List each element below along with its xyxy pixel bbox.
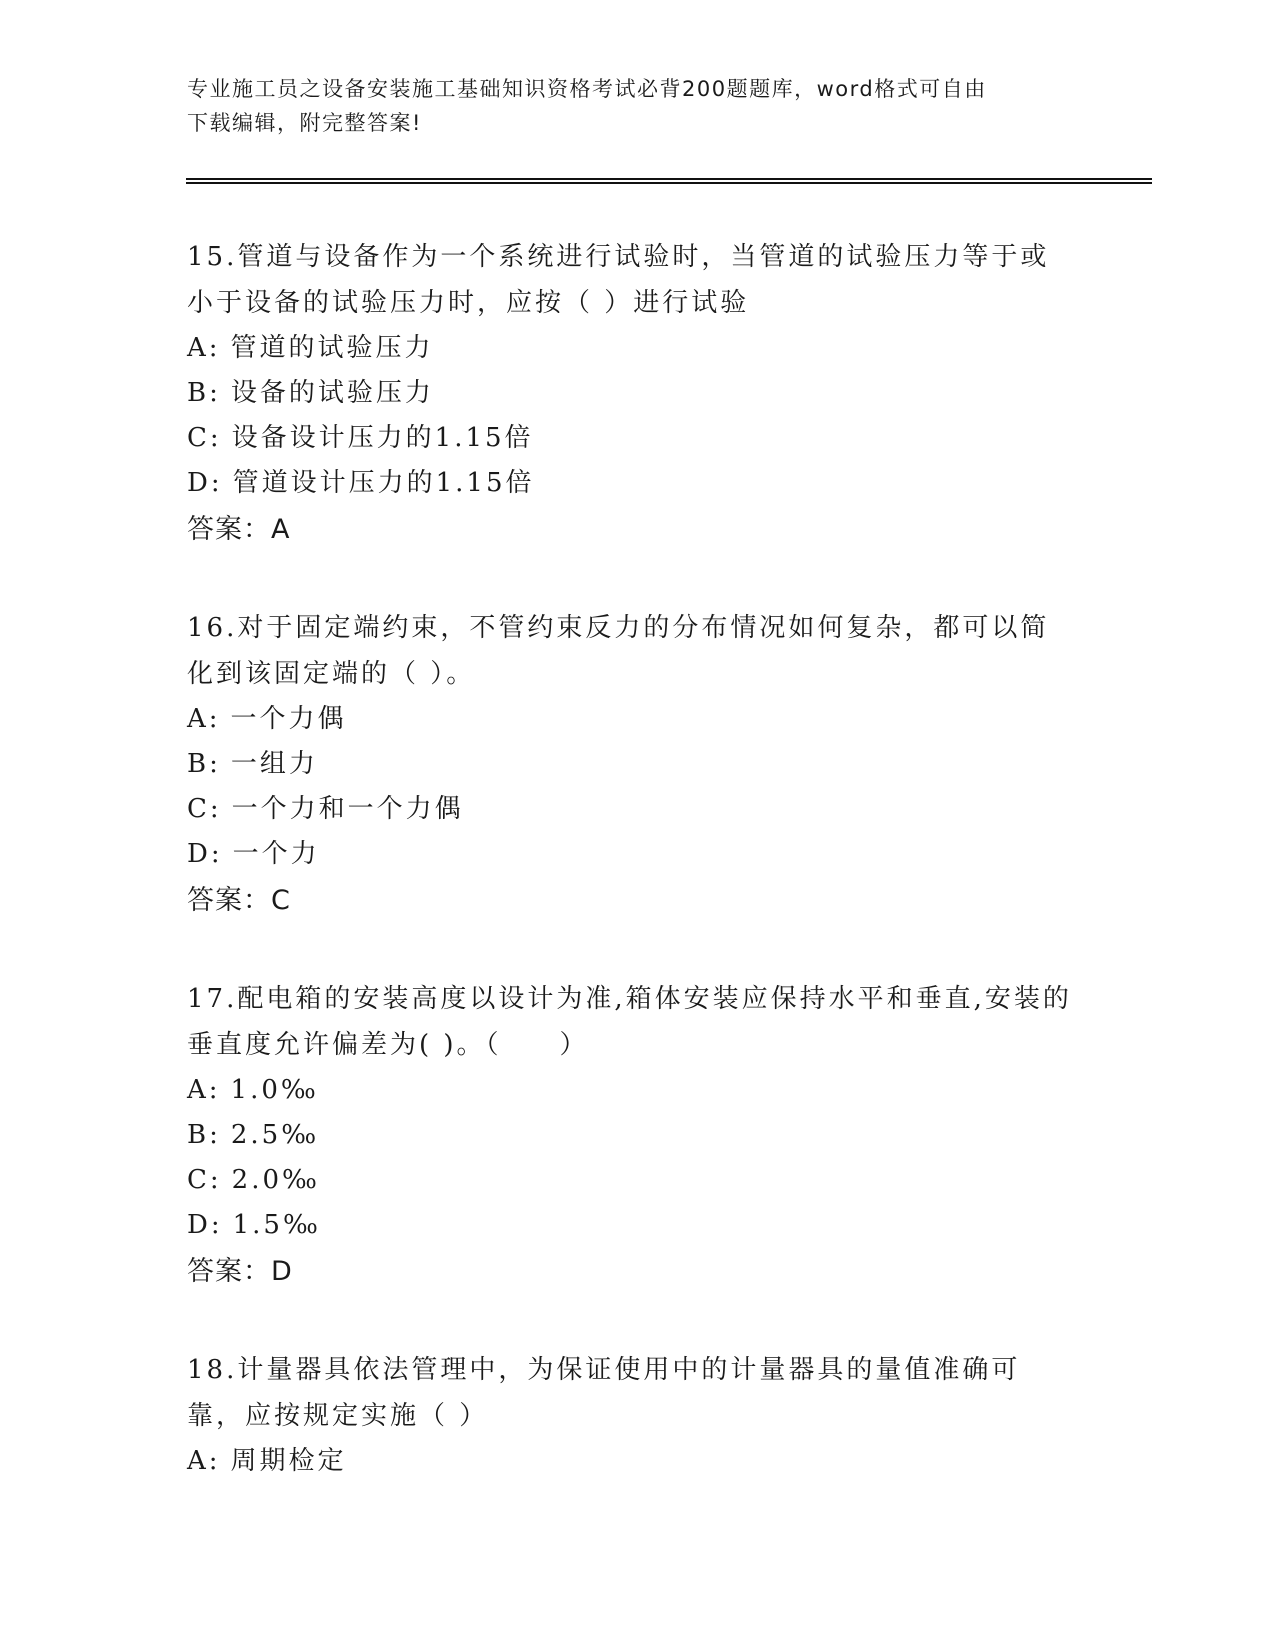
option-label: D:: [187, 468, 223, 498]
header-rule-top: [186, 178, 1152, 180]
option-text: 设备设计压力的1.15倍: [231, 423, 534, 453]
option-label: A:: [187, 1075, 221, 1105]
option-text: 周期检定: [230, 1446, 347, 1476]
option-label: A:: [187, 1446, 221, 1476]
option-list: [187, 1439, 1087, 1484]
option-list: [187, 1068, 1087, 1248]
header-line-1: 专业施工员之设备安装施工基础知识资格考试必背200题题库，word格式可自由: [187, 77, 987, 101]
option-text: 一组力: [230, 749, 318, 779]
question-stem: 15.管道与设备作为一个系统进行试验时，当管道的试验压力等于或小于设备的试验压力时，应按（ ）进行试验: [187, 242, 1050, 318]
option-label: A:: [187, 704, 221, 734]
option-list: [187, 326, 1087, 506]
option-b: [187, 371, 1087, 416]
option-a: [187, 326, 1087, 371]
option-d: [187, 461, 1087, 506]
question-18: [187, 1347, 1087, 1484]
answer-line: 答案：D: [187, 1256, 293, 1287]
option-c: [187, 416, 1087, 461]
option-c: [187, 787, 1087, 832]
option-a: [187, 1439, 1087, 1484]
question-stem: 16.对于固定端约束，不管约束反力的分布情况如何复杂，都可以简化到该固定端的（ ）。: [187, 613, 1050, 689]
option-label: D:: [187, 839, 223, 869]
question-stem: 17.配电箱的安装高度以设计为准,箱体安装应保持水平和垂直,安装的垂直度允许偏差为( )。（ ）: [187, 984, 1072, 1060]
answer-line: 答案：A: [187, 514, 291, 545]
option-label: C:: [187, 1165, 222, 1195]
option-label: B:: [187, 749, 221, 779]
option-a: [187, 697, 1087, 742]
option-text: 一个力偶: [230, 704, 347, 734]
question-list: [187, 234, 1087, 1536]
answer-line: 答案：C: [187, 885, 291, 916]
option-label: D:: [187, 1210, 223, 1240]
option-a: [187, 1068, 1087, 1113]
document-header: [187, 72, 1067, 140]
option-text: 一个力: [232, 839, 320, 869]
option-d: [187, 832, 1087, 877]
option-text: 设备的试验压力: [230, 378, 434, 408]
option-label: B:: [187, 1120, 221, 1150]
option-text: 管道的试验压力: [230, 333, 434, 363]
option-text: 2.5‰: [230, 1120, 320, 1150]
option-text: 1.0‰: [230, 1075, 319, 1105]
question-17: [187, 976, 1087, 1295]
option-text: 1.5‰: [232, 1210, 321, 1240]
option-list: [187, 697, 1087, 877]
option-label: B:: [187, 378, 221, 408]
question-stem: 18.计量器具依法管理中，为保证使用中的计量器具的量值准确可靠，应按规定实施（ ）: [187, 1355, 1021, 1431]
option-label: C:: [187, 423, 222, 453]
option-text: 一个力和一个力偶: [231, 794, 464, 824]
header-rule-bottom: [186, 182, 1152, 184]
option-label: C:: [187, 794, 222, 824]
header-line-2: 下载编辑，附完整答案!: [187, 111, 422, 135]
option-b: [187, 1113, 1087, 1158]
option-b: [187, 742, 1087, 787]
option-text: 管道设计压力的1.15倍: [232, 468, 535, 498]
option-d: [187, 1203, 1087, 1248]
option-label: A:: [187, 333, 221, 363]
question-16: [187, 605, 1087, 924]
question-15: [187, 234, 1087, 553]
option-c: [187, 1158, 1087, 1203]
option-text: 2.0‰: [231, 1165, 320, 1195]
